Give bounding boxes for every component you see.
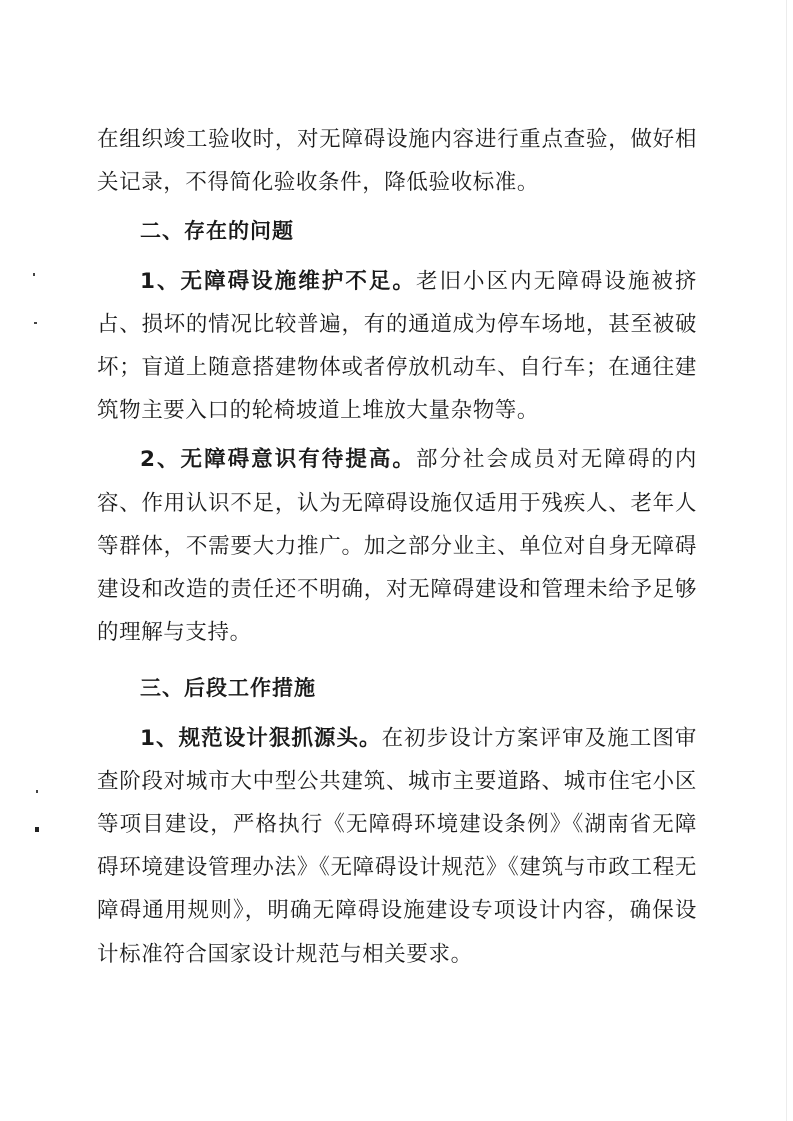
section-heading-measures: 三、后段工作措施: [140, 676, 316, 701]
paragraph-awareness: [97, 438, 697, 654]
section-heading-problems: 二、存在的问题: [140, 219, 294, 244]
scan-speck: [35, 827, 39, 832]
item-lead-design: 1、规范设计狠抓源头。: [140, 725, 382, 751]
paragraph-maintenance: [97, 260, 697, 433]
item-lead-maintenance: 1、无障碍设施维护不足。: [140, 268, 416, 294]
item-body-design: 在初步设计方案评审及施工图审查阶段对城市大中型公共建筑、城市主要道路、城市住宅小区等项目建设，严格执行《无障碍环境建设条例》《湖南省无障碍环境建设管理办法》《无障碍设计规范》《建筑与市政工程无障碍通用规则》，明确无障碍设施建设专项设计内容，确保设计标准符合国家设计规范与相关要求。: [97, 725, 698, 967]
item-body-awareness: 部分社会成员对无障碍的内容、作用认识不足，认为无障碍设施仅适用于残疾人、老年人等群体，不需要大力推广。加之部分业主、单位对自身无障碍建设和改造的责任还不明确，对无障碍建设和管理未给予足够的理解与支持。: [97, 447, 697, 646]
document-body: [97, 118, 697, 976]
scan-edge: [786, 0, 787, 1121]
scan-speck: [34, 322, 37, 324]
item-lead-awareness: 2、无障碍意识有待提高。: [140, 447, 416, 473]
paragraph-acceptance: 在组织竣工验收时，对无障碍设施内容进行重点查验，做好相关记录，不得简化验收条件，降低验收标准。: [97, 127, 697, 196]
item-body-maintenance: 老旧小区内无障碍设施被挤占、损坏的情况比较普遍，有的通道成为停车场地，甚至被破坏；盲道上随意搭建物体或者停放机动车、自行车；在通往建筑物主要入口的轮椅坡道上堆放大量杂物等。: [97, 268, 697, 424]
paragraph-design: [97, 717, 697, 976]
scan-speck: [36, 790, 38, 793]
scan-speck: [33, 273, 35, 276]
